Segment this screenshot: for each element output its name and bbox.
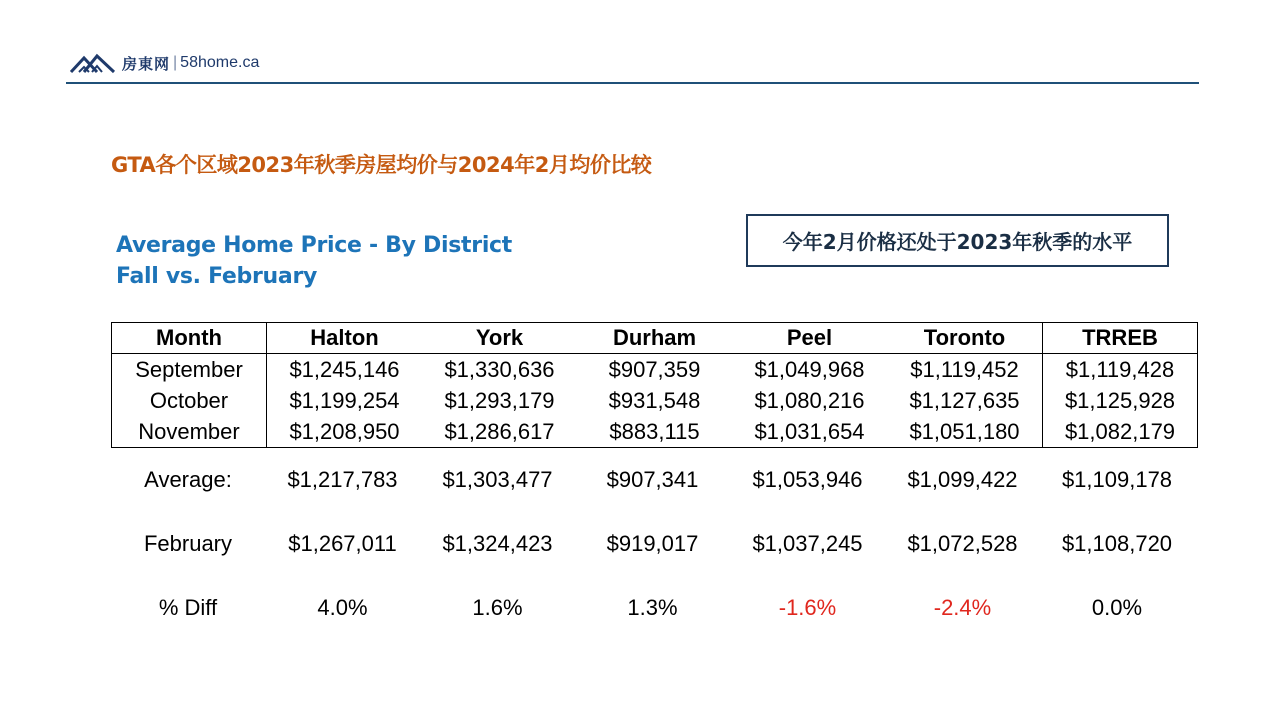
summary-cell: $1,217,783 [287,467,398,492]
diff-cell: 0.0% [1091,595,1143,620]
summary-cell: $1,099,422 [907,467,1018,492]
row-label: % Diff [158,595,218,620]
table-cell: $1,330,636 [444,356,555,382]
table-cell: $931,548 [608,387,701,413]
page-title: GTA各个区域2023年秋季房屋均价与2024年2月均价比较 [111,153,652,177]
table-cell: $907,359 [608,356,701,382]
table-cell: $1,119,428 [1065,356,1175,382]
summary-cell: $1,324,423 [442,531,553,556]
table-cell: $1,293,179 [444,387,555,413]
row-label: Average: [144,467,232,492]
table-cell: $1,080,216 [754,387,865,413]
summary-cell: $1,108,720 [1061,531,1173,556]
summary-cell: $1,072,528 [907,531,1018,556]
summary-cell: $1,303,477 [442,467,553,492]
summary-cell: $1,037,245 [752,531,863,556]
column-header: Halton [267,323,423,354]
table-heading-line2: Fall vs. February [116,264,318,289]
table-heading-line1: Average Home Price - By District [116,233,513,258]
february-row [111,531,1194,557]
column-header: Durham [577,323,732,354]
table-cell: $1,125,928 [1064,387,1176,413]
callout-box: 今年2月价格还处于2023年秋季的水平 [746,214,1169,267]
diff-cell: 4.0% [317,595,368,620]
house-roof-icon [70,52,116,74]
table-cell: $1,119,452 [887,354,1043,386]
table-cell: $1,127,635 [887,385,1043,416]
column-header: Peel [732,323,887,354]
summary-cell: $1,267,011 [288,531,397,556]
header-divider [66,82,1199,84]
column-header: Toronto [887,323,1043,354]
diff-cell: 1.6% [472,595,523,620]
table-cell: $1,199,254 [289,387,400,413]
summary-cell: $1,109,178 [1061,467,1173,492]
month-cell: October [112,385,267,416]
site-logo[interactable] [70,50,259,76]
column-header: Month [112,323,267,354]
diff-cell-negative: -2.4% [933,595,992,620]
logo-separator: | [173,54,178,71]
table-cell: $883,115 [609,418,700,444]
price-table [111,322,1198,448]
column-header: York [422,323,577,354]
table-cell: $1,082,179 [1064,418,1176,444]
column-header: TRREB [1043,323,1198,354]
table-row [112,354,1198,386]
table-cell: $1,049,968 [754,356,865,382]
diff-cell: 1.3% [627,595,678,620]
diff-cell-negative: -1.6% [778,595,837,620]
logo-domain-text: 58home.ca [180,54,260,71]
table-cell: $1,208,950 [289,418,400,444]
month-cell: September [112,354,267,386]
table-cell: $1,286,617 [444,418,555,444]
table-cell: $1,031,654 [754,418,865,444]
table-header-row [112,323,1198,354]
table-cell: $1,051,180 [887,416,1043,448]
table-row [112,416,1198,448]
table-row [112,385,1198,416]
logo-chinese-text: 房東网 [122,54,171,73]
table-heading [116,230,512,292]
summary-cell: $1,053,946 [752,467,863,492]
diff-row [111,595,1194,621]
table-cell: $1,245,146 [289,356,400,382]
average-row [111,467,1194,493]
month-cell: November [112,416,267,448]
summary-cell: $907,341 [606,467,699,492]
summary-cell: $919,017 [606,531,699,556]
row-label: February [143,531,233,556]
